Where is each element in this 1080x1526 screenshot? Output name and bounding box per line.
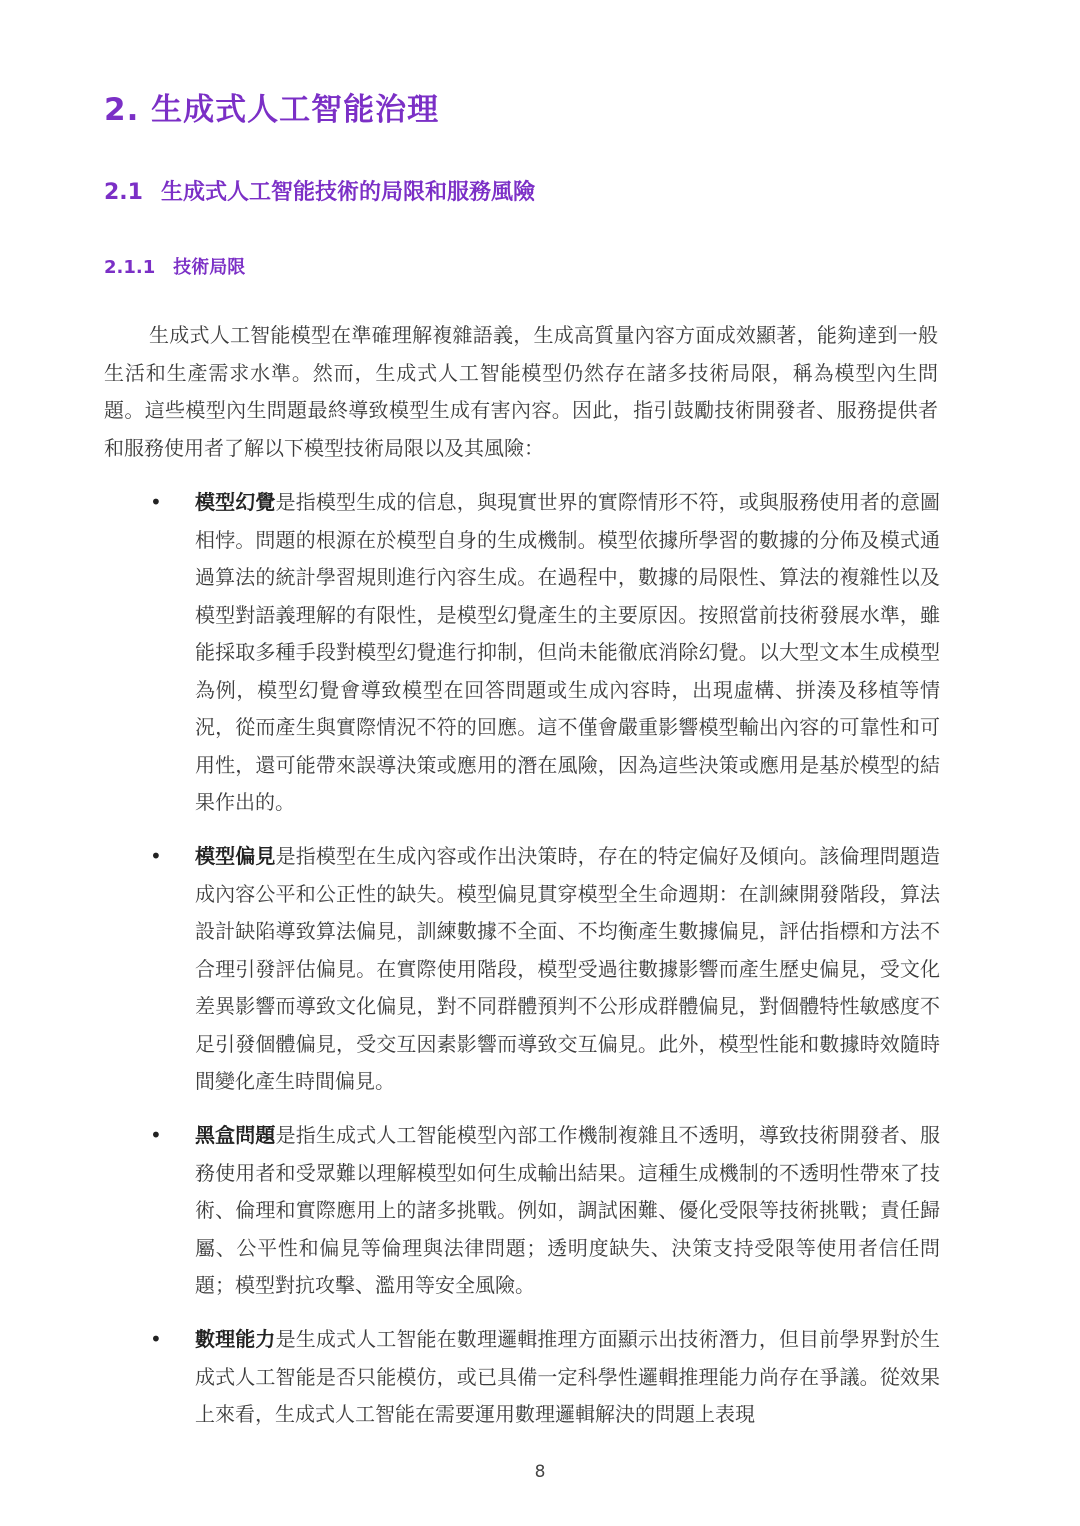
page-number: 8 bbox=[534, 1462, 546, 1482]
subsection-title: 生成式人工智能技術的局限和服務風險 bbox=[160, 180, 535, 205]
list-item-body bbox=[195, 484, 940, 822]
subsection-number: 2.1 bbox=[104, 180, 143, 205]
subsubsection-number: 2.1.1 bbox=[104, 257, 156, 278]
bullet-icon: • bbox=[150, 1123, 162, 1147]
list-item-term: 模型偏見 bbox=[195, 844, 276, 868]
subsubsection-title: 技術局限 bbox=[173, 257, 246, 278]
list-item-text: 是指模型生成的信息，與現實世界的實際情形不符，或與服務使用者的意圖相悖。問題的根源在於模型自身的生成機制。模型依據所學習的數據的分佈及模式通過算法的統計學習規則進行內容生成。在過程中，數據的局限性、算法的複雜性以及模型對語義理解的有限性，是模型幻覺產生的主要原因。按照當前技術發展水準，雖能採取多種手段對模型幻覺進行抑制，但尚未能徹底消除幻覺。以大型文本生成模型為例，模型幻覺會導致模型在回答問題或生成內容時，出現虛構、拼湊及移植等情況，從而產生與實際情況不符的回應。這不僅會嚴重影響模型輸出內容的可靠性和可用性，還可能帶來誤導決策或應用的潛在風險，因為這些決策或應用是基於模型的結果作出的。 bbox=[195, 490, 941, 814]
subsubsection-heading bbox=[104, 253, 245, 279]
list-item-body bbox=[195, 838, 940, 1101]
list-item-term: 模型幻覺 bbox=[195, 490, 276, 514]
bullet-icon: • bbox=[150, 1327, 162, 1351]
list-item-text: 是指生成式人工智能模型內部工作機制複雜且不透明，導致技術開發者、服務使用者和受眾難以理解模型如何生成輸出結果。這種生成機制的不透明性帶來了技術、倫理和實際應用上的諸多挑戰。例如，調試困難、優化受限等技術挑戰；責任歸屬、公平性和偏見等倫理與法律問題；透明度缺失、決策支持受限等使用者信任問題；模型對抗攻擊、濫用等安全風險。 bbox=[195, 1123, 941, 1297]
section-heading: 2. 生成式人工智能治理 bbox=[104, 92, 440, 128]
list-item-text: 是指模型在生成內容或作出決策時，存在的特定偏好及傾向。該倫理問題造成內容公平和公正性的缺失。模型偏見貫穿模型全生命週期：在訓練開發階段，算法設計缺陷導致算法偏見，訓練數據不全面、不均衡產生數據偏見，評估指標和方法不合理引發評估偏見。在實際使用階段，模型受過往數據影響而產生歷史偏見，受文化差異影響而導致文化偏見，對不同群體預判不公形成群體偏見，對個體特性敏感度不足引發個體偏見，受交互因素影響而導致交互偏見。此外，模型性能和數據時效隨時間變化產生時間偏見。 bbox=[195, 844, 941, 1093]
list-item-body bbox=[195, 1117, 940, 1305]
list-item-text: 是生成式人工智能在數理邏輯推理方面顯示出技術潛力，但目前學界對於生成式人工智能是否只能模仿，或已具備一定科學性邏輯推理能力尚存在爭議。從效果上來看，生成式人工智能在需要運用數理邏輯解決的問題上表現 bbox=[195, 1327, 941, 1426]
subsection-heading bbox=[104, 175, 535, 206]
list-item-term: 黑盒問題 bbox=[195, 1123, 276, 1147]
list-item-body bbox=[195, 1321, 940, 1434]
bullet-icon: • bbox=[150, 844, 162, 868]
list-item-term: 數理能力 bbox=[195, 1327, 276, 1351]
bullet-icon: • bbox=[150, 490, 162, 514]
intro-paragraph: 生成式人工智能模型在準確理解複雜語義，生成高質量內容方面成效顯著，能夠達到一般生活和生產需求水準。然而，生成式人工智能模型仍然存在諸多技術局限，稱為模型內生問題。這些模型內生問題最終導致模型生成有害內容。因此，指引鼓勵技術開發者、服務提供者和服務使用者了解以下模型技術局限以及其風險： bbox=[104, 323, 938, 460]
